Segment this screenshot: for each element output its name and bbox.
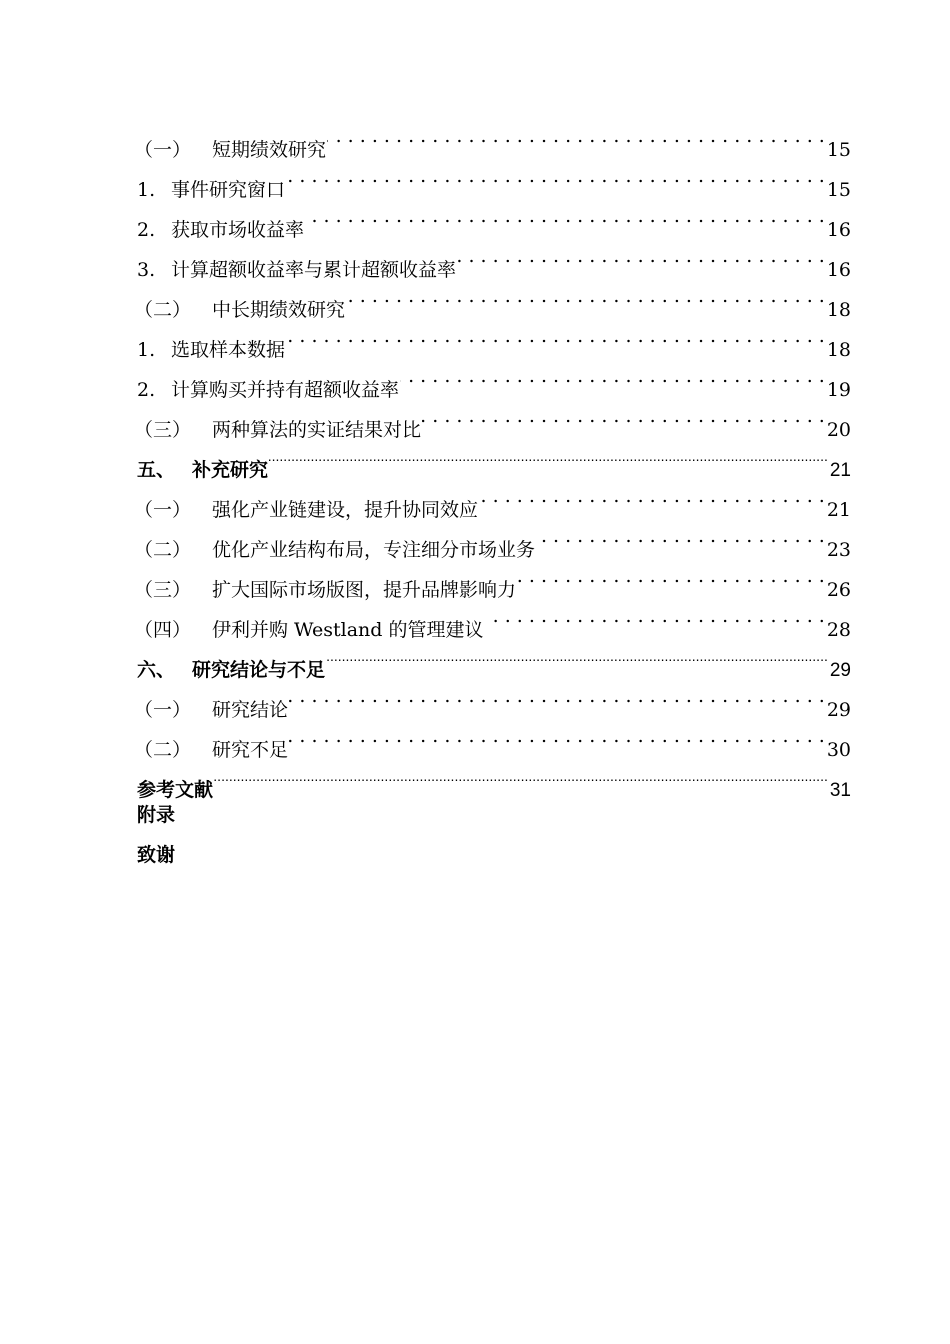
toc-entry-title: 获取市场收益率 (171, 219, 305, 241)
toc-entry-page: 30 (826, 739, 851, 761)
toc-entry-title: 参考文献 (137, 780, 214, 801)
toc-entry-number: 六、 (137, 660, 176, 681)
toc-entry-title: 两种算法的实证结果对比 (212, 419, 422, 441)
toc-entry-page: 23 (826, 539, 851, 561)
toc-entry-title: 中长期绩效研究 (212, 299, 346, 321)
dot-leader (286, 156, 825, 196)
toc-entry-page: 16 (826, 259, 851, 281)
toc-entry-number: （二） (134, 739, 192, 761)
toc-entry-page: 18 (826, 339, 851, 361)
toc-entry-title: 补充研究 (192, 460, 269, 481)
toc-entry-number: （二） (134, 539, 192, 561)
toc-entry-title: 研究结论 (212, 699, 289, 721)
dot-leader (422, 396, 825, 436)
toc-entry-page: 21 (829, 460, 851, 481)
toc-entry-number: （四） (134, 619, 192, 641)
toc-entry-page: 29 (829, 660, 851, 681)
toc-entry-number: 1. (137, 339, 156, 361)
toc-entry-number: （一） (134, 139, 192, 161)
dot-leader (305, 196, 825, 236)
toc-entry-page: 16 (826, 219, 851, 241)
toc-entry-title: 事件研究窗口 (171, 179, 286, 201)
toc-entry-number: 五、 (137, 460, 176, 481)
toc-entry[interactable] (134, 116, 851, 161)
toc-entry-page: 20 (826, 419, 851, 441)
dot-leader (400, 356, 825, 396)
toc-entry-title: 选取样本数据 (171, 339, 286, 361)
toc-entry-title: 优化产业结构布局，专注细分市场业务 (212, 539, 536, 561)
toc-entry-title: 研究结论与不足 (192, 660, 326, 681)
toc-entry-number: （二） (134, 299, 192, 321)
dot-leader (289, 676, 825, 716)
toc-entry-title: 致谢 (137, 845, 176, 866)
toc-entry-page: 26 (826, 579, 851, 601)
toc-entry-title: 伊利并购 Westland 的管理建议 (212, 619, 484, 641)
toc-entry-page: 19 (826, 379, 851, 401)
toc-entry-number: （三） (134, 579, 192, 601)
toc-entry-number: 2. (137, 379, 156, 401)
toc-chapter-entry[interactable] (137, 836, 851, 876)
toc-entry-page: 15 (826, 179, 851, 201)
toc-entry-page: 15 (826, 139, 851, 161)
dot-leader (479, 476, 825, 516)
toc-entry-page: 18 (826, 299, 851, 321)
dot-leader (536, 516, 825, 556)
toc-entry-title: 研究不足 (212, 739, 289, 761)
dot-leader (214, 756, 828, 796)
toc-entry-title: 短期绩效研究 (212, 139, 327, 161)
toc-chapter-entry[interactable] (137, 756, 851, 801)
toc-entry-title: 扩大国际市场版图，提升品牌影响力 (212, 579, 517, 601)
table-of-contents (134, 116, 851, 876)
toc-entry-number: （三） (134, 419, 192, 441)
toc-entry-number: （一） (134, 699, 192, 721)
toc-entry-page: 21 (826, 499, 851, 521)
toc-entry-title: 计算购买并持有超额收益率 (171, 379, 400, 401)
dot-leader (517, 556, 825, 596)
dot-leader (269, 436, 828, 476)
toc-entry-title: 计算超额收益率与累计超额收益率 (171, 259, 457, 281)
dot-leader (457, 236, 825, 276)
dot-leader (346, 276, 825, 316)
dot-leader (485, 596, 825, 636)
dot-leader (327, 116, 825, 156)
dot-leader (326, 636, 828, 676)
toc-entry-page: 31 (829, 780, 851, 801)
toc-entry-page: 28 (826, 619, 851, 641)
toc-entry-number: 2. (137, 219, 156, 241)
toc-entry-number: 3. (137, 259, 156, 281)
toc-entry-title: 附录 (137, 805, 176, 826)
toc-chapter-entry[interactable] (137, 796, 851, 836)
toc-entry-page: 29 (826, 699, 851, 721)
dot-leader (286, 316, 825, 356)
dot-leader (289, 716, 825, 756)
toc-entry-title: 强化产业链建设，提升协同效应 (212, 499, 479, 521)
toc-entry-number: （一） (134, 499, 192, 521)
toc-entry-number: 1. (137, 179, 156, 201)
